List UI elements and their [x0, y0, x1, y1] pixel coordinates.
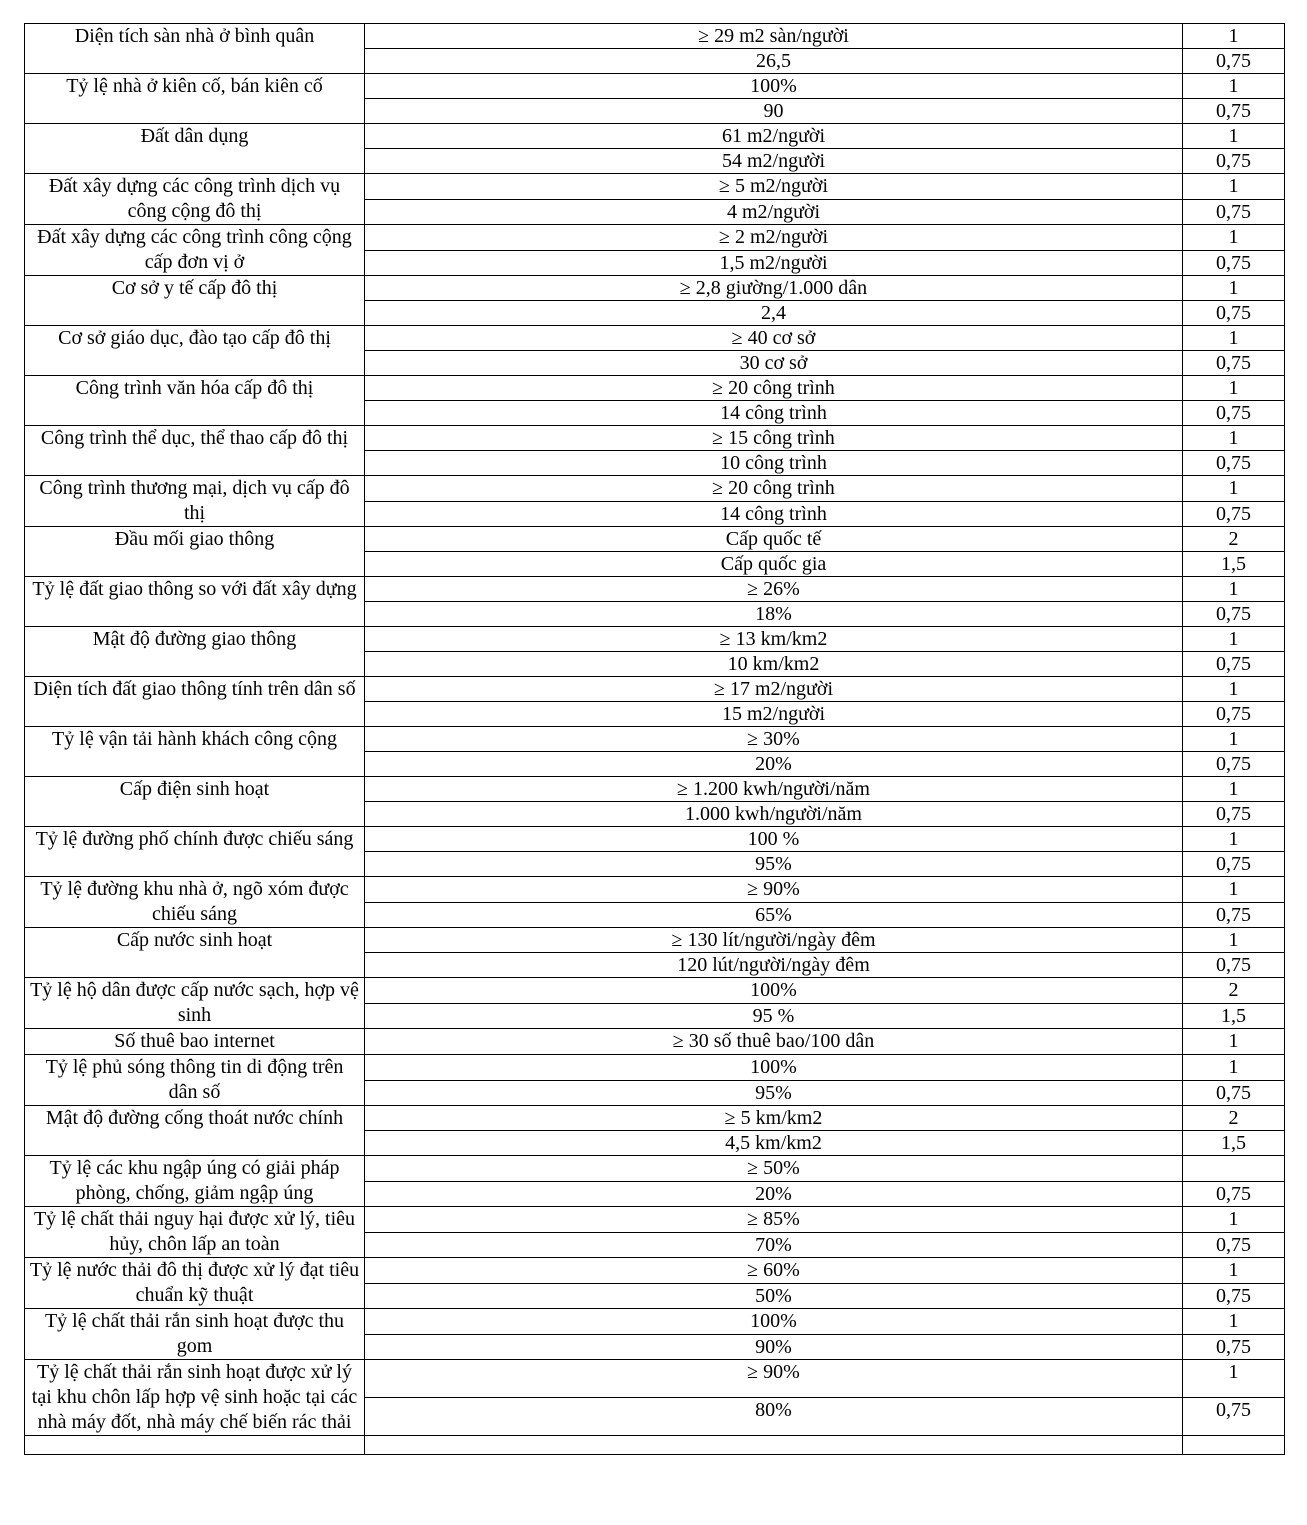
criterion-score: 0,75: [1183, 852, 1285, 877]
criterion-name: Tỷ lệ nhà ở kiên cố, bán kiên cố: [25, 74, 365, 124]
criterion-score: 0,75: [1183, 802, 1285, 827]
empty-cell: [365, 1436, 1183, 1455]
criterion-threshold-min: 95%: [365, 852, 1183, 877]
criterion-threshold-min: 95 %: [365, 1003, 1183, 1029]
criterion-threshold-max: ≥ 30 số thuê bao/100 dân: [365, 1029, 1183, 1055]
criterion-threshold-min: 95%: [365, 1080, 1183, 1106]
table-row: [25, 1029, 1285, 1055]
criterion-name: Cơ sở giáo dục, đào tạo cấp đô thị: [25, 326, 365, 376]
table-row: [25, 174, 1285, 200]
criterion-score: 1: [1183, 1055, 1285, 1081]
criterion-threshold-min: 14 công trình: [365, 501, 1183, 527]
criterion-score: [1183, 1156, 1285, 1182]
criterion-threshold-min: 20%: [365, 752, 1183, 777]
criterion-score: 0,75: [1183, 602, 1285, 627]
criterion-score: 0,75: [1183, 501, 1285, 527]
criterion-score: 1: [1183, 376, 1285, 401]
criterion-threshold-max: ≥ 26%: [365, 577, 1183, 602]
table-row: [25, 1156, 1285, 1182]
table-row: [25, 877, 1285, 903]
criterion-threshold-min: 120 lút/người/ngày đêm: [365, 953, 1183, 978]
criterion-threshold-max: 100%: [365, 1309, 1183, 1335]
criterion-threshold-min: 1,5 m2/người: [365, 250, 1183, 276]
criterion-threshold-min: 20%: [365, 1181, 1183, 1207]
criterion-threshold-min: 14 công trình: [365, 401, 1183, 426]
criteria-table-body: [25, 24, 1285, 1455]
table-row: [25, 276, 1285, 301]
criterion-threshold-min: 50%: [365, 1283, 1183, 1309]
criterion-threshold-min: 4 m2/người: [365, 199, 1183, 225]
criterion-score: 1: [1183, 476, 1285, 502]
criterion-score: 0,75: [1183, 401, 1285, 426]
criterion-threshold-max: ≥ 130 lít/người/ngày đêm: [365, 928, 1183, 953]
criterion-name: Tỷ lệ chất thải nguy hại được xử lý, tiêu hủy, chôn lấp an toàn: [25, 1207, 365, 1258]
criterion-score: 0,75: [1183, 99, 1285, 124]
criterion-threshold-max: 100%: [365, 74, 1183, 99]
table-row: [25, 727, 1285, 752]
criterion-threshold-min: 26,5: [365, 49, 1183, 74]
criterion-name: Tỷ lệ đường khu nhà ở, ngõ xóm được chiếu sáng: [25, 877, 365, 928]
table-row: [25, 225, 1285, 251]
criterion-threshold-max: ≥ 15 công trình: [365, 426, 1183, 451]
criterion-threshold-min: 65%: [365, 902, 1183, 928]
empty-cell: [1183, 1436, 1285, 1455]
criterion-score: 1,5: [1183, 552, 1285, 577]
criterion-threshold-max: 100%: [365, 1055, 1183, 1081]
table-row: [25, 677, 1285, 702]
criterion-score: 2: [1183, 1106, 1285, 1131]
criterion-score: 0,75: [1183, 49, 1285, 74]
criterion-name: Tỷ lệ đường phố chính được chiếu sáng: [25, 827, 365, 877]
criterion-threshold-max: ≥ 90%: [365, 1360, 1183, 1398]
table-row: [25, 426, 1285, 451]
criterion-threshold-max: ≥ 13 km/km2: [365, 627, 1183, 652]
criterion-score: 0,75: [1183, 1398, 1285, 1436]
table-row: [25, 827, 1285, 852]
criterion-score: 0,75: [1183, 752, 1285, 777]
criterion-score: 1: [1183, 74, 1285, 99]
table-row: [25, 978, 1285, 1004]
criterion-score: 1: [1183, 1360, 1285, 1398]
criterion-name: Công trình thể dục, thể thao cấp đô thị: [25, 426, 365, 476]
criterion-name: Số thuê bao internet: [25, 1029, 365, 1055]
criterion-score: 1: [1183, 928, 1285, 953]
criterion-threshold-max: 61 m2/người: [365, 124, 1183, 149]
criterion-threshold-max: ≥ 30%: [365, 727, 1183, 752]
criterion-score: 1: [1183, 276, 1285, 301]
table-row: [25, 1207, 1285, 1233]
criterion-score: 1: [1183, 426, 1285, 451]
criterion-threshold-max: ≥ 85%: [365, 1207, 1183, 1233]
criterion-score: 1: [1183, 627, 1285, 652]
criterion-threshold-min: 2,4: [365, 301, 1183, 326]
criterion-threshold-max: Cấp quốc tế: [365, 527, 1183, 552]
table-row: [25, 928, 1285, 953]
criterion-score: 1: [1183, 24, 1285, 49]
criterion-threshold-max: ≥ 60%: [365, 1258, 1183, 1284]
criterion-score: 0,75: [1183, 652, 1285, 677]
table-row: [25, 1309, 1285, 1335]
criterion-threshold-max: 100%: [365, 978, 1183, 1004]
criterion-name: Tỷ lệ vận tải hành khách công cộng: [25, 727, 365, 777]
criterion-name: Tỷ lệ chất thải rắn sinh hoạt được xử lý tại khu chôn lấp hợp vệ sinh hoặc tại các nhà máy đốt, nhà máy chế biến rác thải: [25, 1360, 365, 1436]
criterion-threshold-max: ≥ 1.200 kwh/người/năm: [365, 777, 1183, 802]
criterion-score: 1: [1183, 225, 1285, 251]
criterion-score: 1: [1183, 1258, 1285, 1284]
criterion-threshold-max: ≥ 5 km/km2: [365, 1106, 1183, 1131]
empty-row: [25, 1436, 1285, 1455]
criterion-threshold-min: 4,5 km/km2: [365, 1131, 1183, 1156]
table-row: [25, 527, 1285, 552]
criterion-name: Cơ sở y tế cấp đô thị: [25, 276, 365, 326]
table-row: [25, 124, 1285, 149]
criterion-score: 0,75: [1183, 1283, 1285, 1309]
criterion-name: Diện tích sàn nhà ở bình quân: [25, 24, 365, 74]
criterion-score: 1: [1183, 1207, 1285, 1233]
criterion-name: Tỷ lệ chất thải rắn sinh hoạt được thu gom: [25, 1309, 365, 1360]
criterion-score: 0,75: [1183, 953, 1285, 978]
criterion-score: 2: [1183, 527, 1285, 552]
criterion-threshold-min: 15 m2/người: [365, 702, 1183, 727]
criterion-name: Tỷ lệ phủ sóng thông tin di động trên dân số: [25, 1055, 365, 1106]
criterion-score: 0,75: [1183, 250, 1285, 276]
criterion-score: 1: [1183, 1309, 1285, 1335]
criterion-score: 0,75: [1183, 702, 1285, 727]
criterion-score: 0,75: [1183, 199, 1285, 225]
criterion-threshold-max: ≥ 20 công trình: [365, 476, 1183, 502]
criterion-threshold-min: 10 công trình: [365, 451, 1183, 476]
criterion-threshold-max: ≥ 5 m2/người: [365, 174, 1183, 200]
criterion-threshold-max: ≥ 40 cơ sở: [365, 326, 1183, 351]
criterion-threshold-max: ≥ 90%: [365, 877, 1183, 903]
table-row: [25, 24, 1285, 49]
criterion-score: 1: [1183, 577, 1285, 602]
criteria-table: [24, 23, 1285, 1455]
criterion-name: Mật độ đường cống thoát nước chính: [25, 1106, 365, 1156]
criterion-name: Mật độ đường giao thông: [25, 627, 365, 677]
criterion-score: 1,5: [1183, 1131, 1285, 1156]
criterion-name: Cấp điện sinh hoạt: [25, 777, 365, 827]
table-row: [25, 74, 1285, 99]
criterion-score: 0,75: [1183, 451, 1285, 476]
criterion-name: Tỷ lệ hộ dân được cấp nước sạch, hợp vệ sinh: [25, 978, 365, 1029]
criterion-score: 1: [1183, 827, 1285, 852]
table-row: [25, 1055, 1285, 1081]
criterion-threshold-min: 30 cơ sở: [365, 351, 1183, 376]
criterion-name: Đầu mối giao thông: [25, 527, 365, 577]
criterion-score: 0,75: [1183, 351, 1285, 376]
criterion-threshold-min: 54 m2/người: [365, 149, 1183, 174]
table-row: [25, 777, 1285, 802]
criterion-threshold-min: 70%: [365, 1232, 1183, 1258]
criterion-threshold-min: 90: [365, 99, 1183, 124]
criterion-threshold-max: ≥ 29 m2 sàn/người: [365, 24, 1183, 49]
criterion-threshold-min: 90%: [365, 1334, 1183, 1360]
empty-cell: [25, 1436, 365, 1455]
table-row: [25, 326, 1285, 351]
criterion-name: Đất xây dựng các công trình công cộng cấp đơn vị ở: [25, 225, 365, 276]
table-row: [25, 1360, 1285, 1398]
criterion-score: 0,75: [1183, 1181, 1285, 1207]
criterion-score: 1: [1183, 877, 1285, 903]
table-row: [25, 1106, 1285, 1131]
table-row: [25, 476, 1285, 502]
criterion-name: Tỷ lệ đất giao thông so với đất xây dựng: [25, 577, 365, 627]
table-row: [25, 1258, 1285, 1284]
criterion-threshold-max: ≥ 2 m2/người: [365, 225, 1183, 251]
table-row: [25, 577, 1285, 602]
criterion-score: 0,75: [1183, 1080, 1285, 1106]
table-row: [25, 627, 1285, 652]
criterion-score: 0,75: [1183, 1334, 1285, 1360]
criterion-score: 0,75: [1183, 149, 1285, 174]
criterion-score: 1: [1183, 677, 1285, 702]
criterion-threshold-max: ≥ 17 m2/người: [365, 677, 1183, 702]
criterion-threshold-min: 80%: [365, 1398, 1183, 1436]
criterion-score: 1: [1183, 174, 1285, 200]
criterion-score: 0,75: [1183, 1232, 1285, 1258]
criterion-score: 1: [1183, 727, 1285, 752]
criterion-name: Diện tích đất giao thông tính trên dân số: [25, 677, 365, 727]
criterion-score: 1,5: [1183, 1003, 1285, 1029]
criterion-threshold-max: ≥ 50%: [365, 1156, 1183, 1182]
criterion-name: Công trình văn hóa cấp đô thị: [25, 376, 365, 426]
criterion-threshold-max: ≥ 2,8 giường/1.000 dân: [365, 276, 1183, 301]
criterion-name: Đất dân dụng: [25, 124, 365, 174]
criterion-threshold-max: ≥ 20 công trình: [365, 376, 1183, 401]
criterion-threshold-min: Cấp quốc gia: [365, 552, 1183, 577]
criterion-score: 1: [1183, 124, 1285, 149]
criterion-name: Đất xây dựng các công trình dịch vụ công cộng đô thị: [25, 174, 365, 225]
criterion-score: 1: [1183, 1029, 1285, 1055]
criterion-name: Công trình thương mại, dịch vụ cấp đô thị: [25, 476, 365, 527]
criterion-threshold-min: 1.000 kwh/người/năm: [365, 802, 1183, 827]
criterion-threshold-min: 10 km/km2: [365, 652, 1183, 677]
criterion-score: 0,75: [1183, 301, 1285, 326]
criterion-name: Tỷ lệ nước thải đô thị được xử lý đạt tiêu chuẩn kỹ thuật: [25, 1258, 365, 1309]
criterion-score: 1: [1183, 777, 1285, 802]
criterion-threshold-min: 18%: [365, 602, 1183, 627]
criterion-threshold-max: 100 %: [365, 827, 1183, 852]
criterion-score: 2: [1183, 978, 1285, 1004]
criterion-name: Tỷ lệ các khu ngập úng có giải pháp phòng, chống, giảm ngập úng: [25, 1156, 365, 1207]
table-row: [25, 376, 1285, 401]
criterion-score: 1: [1183, 326, 1285, 351]
criterion-name: Cấp nước sinh hoạt: [25, 928, 365, 978]
criterion-score: 0,75: [1183, 902, 1285, 928]
